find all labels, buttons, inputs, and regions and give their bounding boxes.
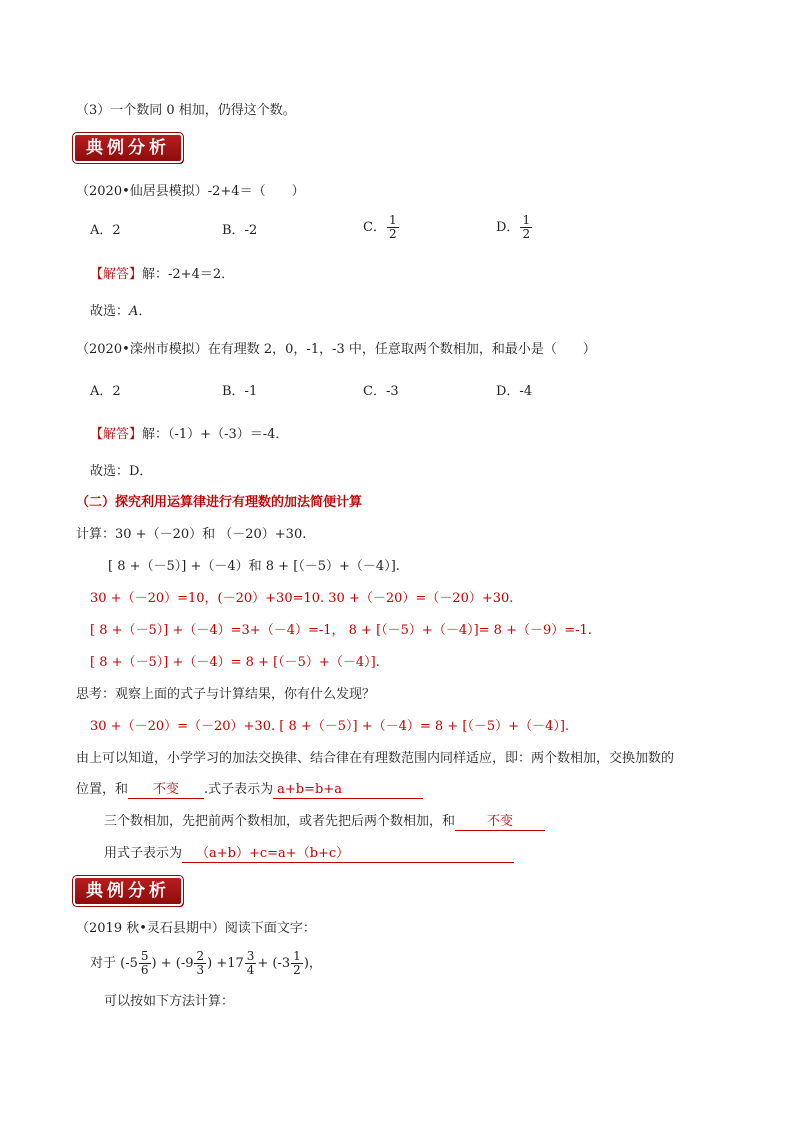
calc-line-2: [ 8 +（－5）] +（－4）和 8 + [（－5）+（－4）]. bbox=[108, 559, 400, 574]
expr-prefix: 对于 (-5 bbox=[90, 956, 138, 971]
answer-text: 解：（-1）+（-3）＝-4． bbox=[142, 427, 289, 442]
choice-suffix: ． bbox=[138, 304, 152, 319]
calc-line-1: 计算：30 +（－20）和 （－20）+30. bbox=[76, 527, 307, 542]
fraction-denominator: 2 bbox=[293, 963, 301, 977]
fraction-denominator: 3 bbox=[196, 963, 205, 977]
fraction-3-4 bbox=[245, 950, 257, 977]
example2-option-b: B．-1 bbox=[222, 384, 258, 399]
three-numbers-text: 三个数相加，先把前两个数相加，或者先把后两个数相加，和 bbox=[104, 814, 456, 829]
option-d-numerator: 1 bbox=[522, 213, 531, 227]
option-d-denominator: 2 bbox=[522, 227, 531, 241]
option-c-denominator: 2 bbox=[388, 227, 397, 241]
example-analysis-badge-2: 典例分析 bbox=[73, 876, 183, 906]
fraction-5-6 bbox=[139, 950, 151, 977]
three-numbers-line bbox=[104, 813, 545, 831]
example1-answer bbox=[90, 266, 234, 284]
answer-tag: 【解答】 bbox=[90, 267, 143, 282]
fraction-1-2 bbox=[291, 950, 303, 977]
option-c-fraction bbox=[387, 214, 399, 241]
fraction-2-3 bbox=[194, 950, 206, 977]
think-question: 思考：观察上面的式子与计算结果，你有什么发现？ bbox=[76, 687, 376, 702]
example3-method: 可以按如下方法计算： bbox=[104, 994, 235, 1009]
choice-letter: A bbox=[129, 304, 139, 319]
expr-mid-1: ) + (-9 bbox=[151, 956, 194, 971]
option-d-prefix: D． bbox=[496, 220, 520, 235]
section2-heading: （二）探究利用运算律进行有理数的加法简便计算 bbox=[76, 495, 363, 510]
result-line-2: [ 8 +（－5）] +（－4）=3+（－4）=-1， 8 + [（－5）+（－4）]= 8 +（－9）=-1. bbox=[90, 623, 592, 638]
result-line-1: 30 +（－20）=10，(－20）+30=10. 30 +（－20）=（－20）+30. bbox=[90, 591, 514, 606]
option-d-fraction bbox=[520, 214, 532, 241]
conclusion-line-1: 由上可以知道，小学学习的加法交换律、结合律在有理数范围内同样适应，即：两个数相加，交换加数的 bbox=[76, 751, 675, 766]
blank-commutative-result: 不变 bbox=[128, 782, 204, 799]
blank-associative-formula: （a+b）+c=a+（b+c） bbox=[182, 846, 514, 863]
fraction-numerator: 3 bbox=[246, 949, 255, 963]
answer-tag: 【解答】 bbox=[90, 427, 143, 442]
example1-option-b: B．-2 bbox=[222, 223, 258, 238]
choice-prefix: 故选： bbox=[90, 304, 130, 319]
think-answer: 30 +（－20）=（－20）+30. [ 8 +（－5）] +（－4）= 8 + [（－5）+（－4）]. bbox=[90, 719, 570, 734]
formula-label-1: .式子表示为 bbox=[204, 782, 274, 797]
example2-choice: 故选：D． bbox=[90, 464, 153, 479]
example3-question: （2019 秋•灵石县期中）阅读下面文字： bbox=[76, 921, 316, 936]
formula-label-2: 用式子表示为 bbox=[104, 846, 183, 861]
example2-question: （2020•滦州市模拟）在有理数 2，0，-1，-3 中，任意取两个数相加，和最小是（ ） bbox=[76, 342, 596, 357]
result-line-3: [ 8 +（－5）] +（－4）= 8 + [（－5）+（－4）]. bbox=[90, 655, 380, 670]
expr-end: )， bbox=[303, 956, 322, 971]
fraction-numerator: 5 bbox=[140, 949, 149, 963]
answer-text: 解：-2+4＝2． bbox=[142, 267, 235, 282]
fraction-numerator: 1 bbox=[293, 949, 301, 963]
example3-expression bbox=[90, 950, 322, 977]
example2-option-c: C．-3 bbox=[363, 384, 399, 399]
example1-option-a: A．2 bbox=[90, 223, 121, 238]
blank-associative-result: 不变 bbox=[455, 814, 545, 831]
example1-option-d bbox=[496, 214, 533, 241]
blank-commutative-formula: a+b=b+a bbox=[273, 782, 423, 799]
example-analysis-badge: 典例分析 bbox=[73, 133, 183, 163]
rule-3-text: （3）一个数同 0 相加，仍得这个数。 bbox=[76, 103, 296, 118]
expr-mid-2: ) +17 bbox=[207, 956, 244, 971]
conclusion-position-text: 位置，和 bbox=[76, 782, 129, 797]
fraction-numerator: 2 bbox=[196, 949, 205, 963]
example2-option-a: A．2 bbox=[90, 384, 121, 399]
expr-mid-3: + (-3 bbox=[257, 956, 291, 971]
example1-option-c bbox=[363, 214, 400, 241]
example1-choice bbox=[90, 303, 151, 321]
option-c-prefix: C． bbox=[363, 220, 386, 235]
fraction-denominator: 4 bbox=[246, 963, 255, 977]
example2-answer bbox=[90, 426, 288, 444]
example2-option-d: D．-4 bbox=[496, 384, 533, 399]
conclusion-line-2 bbox=[76, 781, 423, 799]
associative-formula-line bbox=[104, 845, 514, 863]
fraction-denominator: 6 bbox=[140, 963, 149, 977]
option-c-numerator: 1 bbox=[388, 213, 397, 227]
example1-question: （2020•仙居县模拟）-2+4＝（ ） bbox=[76, 184, 305, 199]
